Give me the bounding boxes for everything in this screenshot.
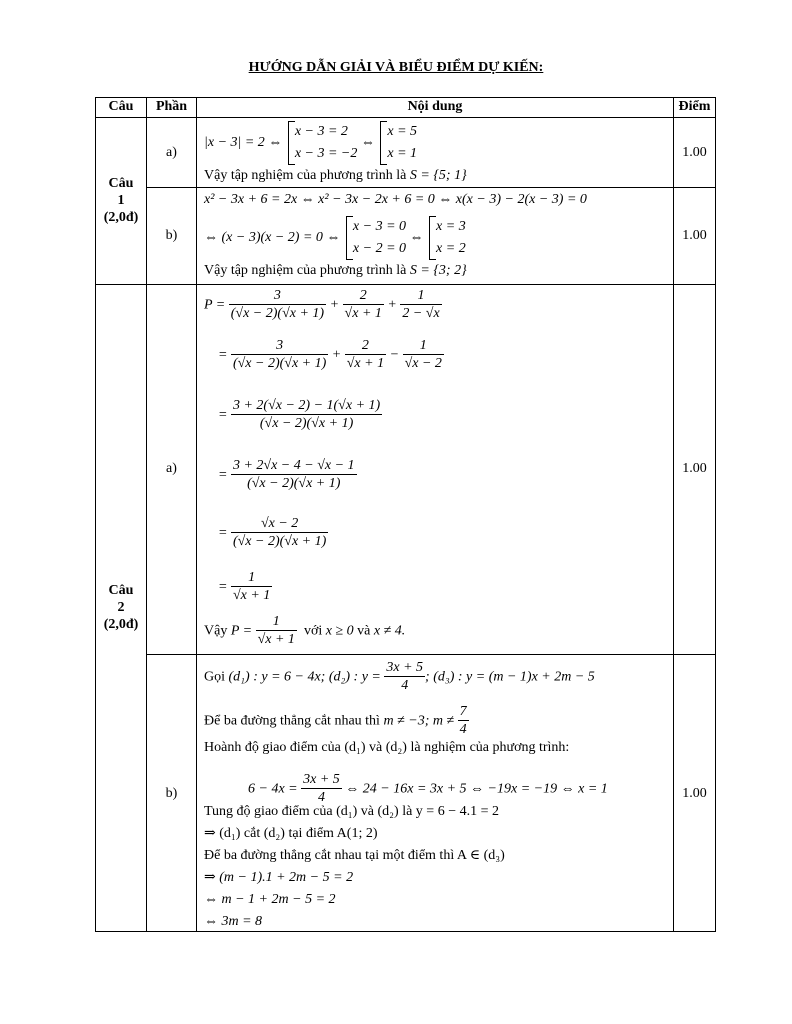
column-divider bbox=[673, 97, 674, 932]
q1a-equation: |x − 3| = 2 ⇔ x − 3 = 2 x − 3 = −2 ⇔ x = 5 x = 1 bbox=[204, 121, 417, 165]
q1a-score: 1.00 bbox=[682, 145, 707, 160]
q2b-line6: ⇒ (d₁) cắt (d₂) tại điểm A(1; 2) bbox=[204, 826, 378, 841]
q2b-line9: ⇔ m − 1 + 2m − 5 = 2 bbox=[204, 892, 336, 907]
q2a-step6: = $\frac{1}{√x + 1}$ bbox=[218, 570, 271, 603]
q2b-line2: Để ba đường thẳng cắt nhau thì m ≠ −3; m ≠ $\frac{7}{4}$ bbox=[204, 704, 467, 737]
q2-part-b: b) bbox=[165, 786, 178, 801]
q1a-conclusion: Vậy tập nghiệm của phương trình là S = {5; 1} bbox=[204, 168, 467, 183]
page-title: HƯỚNG DẪN GIẢI VÀ BIỂU ĐIỂM DỰ KIẾN: bbox=[248, 60, 544, 75]
q2b-line8: ⇒ (m − 1).1 + 2m − 5 = 2 bbox=[204, 870, 354, 885]
q2a-final: Vậy P = $\frac{1}{√x + 1}$ với x ≥ 0 và x ≠ 4. bbox=[204, 614, 406, 647]
row-divider bbox=[146, 187, 716, 188]
q2a-step4: = $\frac{3 + 2√x - 4 - √x - 1}{(√x - 2)(√x + 1)}$ bbox=[218, 458, 355, 491]
table-border-bottom bbox=[95, 931, 716, 932]
q2-part-a: a) bbox=[166, 461, 177, 476]
column-divider bbox=[196, 97, 197, 932]
q2b-line7: Để ba đường thẳng cắt nhau tại một điểm thì A ∈ (d₃) bbox=[204, 848, 505, 863]
q1-part-b: b) bbox=[165, 228, 178, 243]
q2b-line5: Tung độ giao điểm của (d₁) và (d₂) là y = 6 − 4.1 = 2 bbox=[204, 804, 499, 819]
question-1-label: Câu 1 (2,0đ) bbox=[103, 176, 139, 225]
table-border-right bbox=[715, 97, 716, 932]
header-noi-dung: Nội dung bbox=[407, 99, 463, 114]
header-diem: Điểm bbox=[678, 99, 711, 114]
header-cau: Câu bbox=[108, 99, 134, 114]
q1b-conclusion: Vậy tập nghiệm của phương trình là S = {3; 2} bbox=[204, 263, 467, 278]
q2b-line1: Gọi (d₁) : y = 6 − 4x; (d₂) : y = $\frac{3x + 5}{4}$ ; (d₃) : y = (m − 1)x + 2m − 5 bbox=[204, 660, 595, 693]
q1-part-a: a) bbox=[166, 145, 177, 160]
q2b-line3: Hoành độ giao điểm của (d₁) và (d₂) là nghiệm của phương trình: bbox=[204, 740, 570, 755]
row-divider bbox=[146, 654, 716, 655]
q2b-score: 1.00 bbox=[682, 786, 707, 801]
q2b-line10: ⇔ 3m = 8 bbox=[204, 914, 263, 929]
q2a-step1: P = $\frac{3}{(√x - 2)(√x + 1)}$ + $\frac{2}{√x + 1}$ + $\frac{1}{2 - √x}$ bbox=[204, 288, 440, 321]
q1b-line1: x² − 3x + 6 = 2x ⇔ x² − 3x − 2x + 6 = 0 ⇔ x(x − 3) − 2(x − 3) = 0 bbox=[204, 192, 587, 207]
question-2-label: Câu 2 (2,0đ) bbox=[103, 583, 139, 632]
q2b-line4: 6 − 4x = $\frac{3x + 5}{4}$ ⇔ 24 − 16x = 3x + 5 ⇔ −19x = −19 ⇔ x = 1 bbox=[248, 772, 608, 805]
q2a-score: 1.00 bbox=[682, 461, 707, 476]
q2a-step5: = $\frac{√x - 2}{(√x - 2)(√x + 1)}$ bbox=[218, 516, 327, 549]
row-divider bbox=[95, 117, 716, 118]
q1b-score: 1.00 bbox=[682, 228, 707, 243]
header-phan: Phần bbox=[155, 99, 188, 114]
q2a-step2: = $\frac{3}{(√x - 2)(√x + 1)}$ + $\frac{2}{√x + 1}$ − $\frac{1}{√x - 2}$ bbox=[218, 338, 442, 371]
q2a-step3: = $\frac{3 + 2(√x - 2) - 1(√x + 1)}{(√x - 2)(√x + 1)}$ bbox=[218, 398, 381, 431]
row-divider bbox=[95, 284, 716, 285]
q1b-line2: ⇔ (x − 3)(x − 2) = 0 ⇔ x − 3 = 0 x − 2 = 0 ⇔ x = 3 x = 2 bbox=[204, 216, 466, 260]
